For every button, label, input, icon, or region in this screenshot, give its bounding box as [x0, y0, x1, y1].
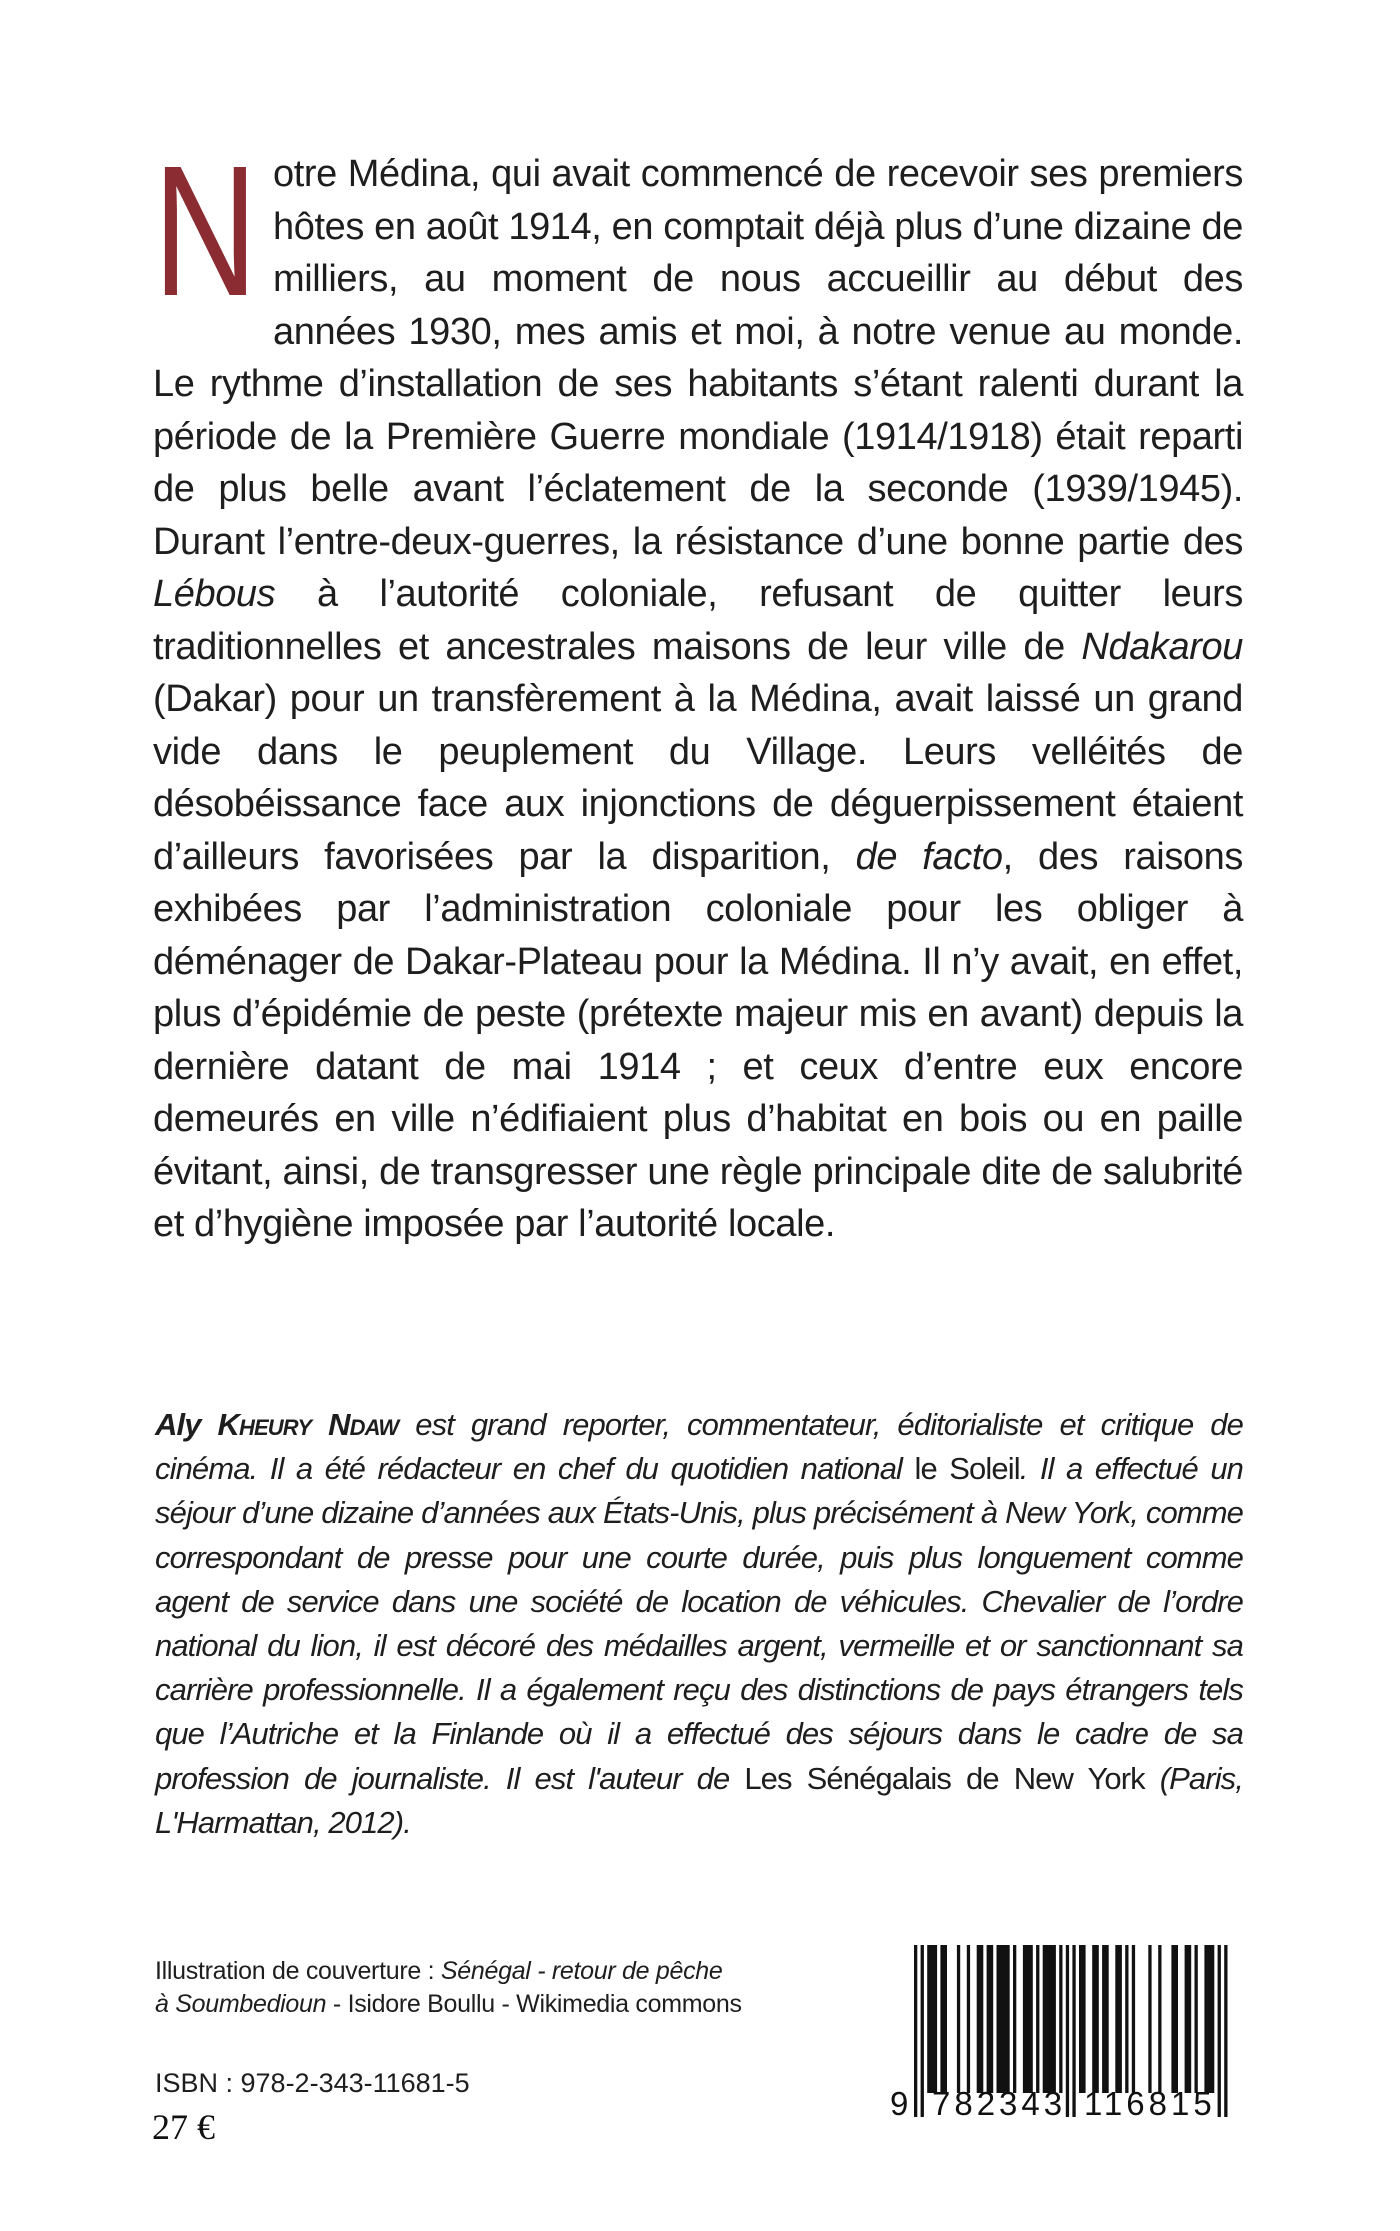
- isbn: ISBN : 978-2-343-11681-5: [155, 2068, 470, 2098]
- barcode-bar: [987, 1945, 994, 2093]
- barcode-bar: [1079, 1945, 1086, 2093]
- artwork-title-cont: à Soumbedioun: [155, 1990, 327, 2018]
- barcode-bar: [1171, 1945, 1178, 2093]
- barcode-bar: [1036, 1945, 1039, 2093]
- excerpt-paragraph: [153, 128, 1243, 1251]
- barcode-lead-digit: 9: [890, 2085, 909, 2122]
- author-name: Aly Kheury Ndaw: [155, 1407, 399, 1442]
- barcode-bar: [967, 1945, 970, 2093]
- barcode-digits: [888, 2085, 1248, 2125]
- barcode-bar: [1102, 1945, 1109, 2093]
- drop-cap: N: [153, 128, 258, 335]
- italic-term-ndakarou: Ndakarou: [1081, 625, 1243, 668]
- barcode-bar: [940, 1945, 947, 2093]
- price: 27 €: [152, 2107, 215, 2147]
- book-title: Les Sénégalais de New York: [744, 1760, 1145, 1796]
- barcode: [888, 1945, 1248, 2125]
- barcode-bar: [1125, 1945, 1128, 2093]
- barcode-bar: [1013, 1945, 1016, 2093]
- author-bio: Aly Kheury Ndaw est grand reporter, commentateur, éditorialiste et critique de cinéma. Il a été rédacteur en chef du quotidien national le Soleil. Il a effectué un séjour d’une dizaine d’années aux États-Unis, plus précisément à New York, comme correspondant de presse pour une courte durée, puis plus longuement comme agent de service dans une société de location de véhicules. Chevalier de l’ordre national du lion, il est décoré des médailles argent, vermeille et or sanctionnant sa carrière professionnelle. Il a également reçu des distinctions de pays étrangers tels que l’Autriche et la Finlande où il a effectué des séjours dans le cadre de sa profession de journaliste. Il est l'auteur de Les Sénégalais de New York (Paris, L'Harmattan, 2012).: [155, 1407, 1244, 1840]
- barcode-bar: [1185, 1945, 1192, 2093]
- barcode-bar: [927, 1945, 937, 2093]
- barcode-bar: [1132, 1945, 1135, 2093]
- italic-term-lebous: Lébous: [153, 573, 276, 615]
- cover-illustration-credit: Illustration de couverture : Sénégal - retour de pêche à Soumbedioun - Isidore Boullu - Wikimedia commons: [155, 1957, 742, 2018]
- barcode-bar: [1158, 1945, 1161, 2093]
- newspaper-name: le Soleil: [914, 1451, 1020, 1487]
- barcode-right-group: 116815: [1084, 2085, 1216, 2122]
- barcode-bar: [1043, 1945, 1056, 2093]
- barcode-bar: [1023, 1945, 1033, 2093]
- barcode-bar: [1195, 1945, 1198, 2093]
- artwork-title: Sénégal - retour de pêche: [440, 1957, 723, 1985]
- barcode-bar: [1092, 1945, 1099, 2093]
- barcode-bar: [957, 1945, 960, 2093]
- barcode-bar: [997, 1945, 1010, 2093]
- barcode-bar: [1204, 1945, 1214, 2093]
- barcode-bar: [1148, 1945, 1151, 2093]
- italic-term-de-facto: de facto: [855, 835, 1003, 878]
- barcode-left-group: 782343: [932, 2085, 1067, 2122]
- barcode-bar: [977, 1945, 984, 2093]
- barcode-bar: [1059, 1945, 1062, 2093]
- excerpt-text: otre Médina, qui avait commencé de recevoir ses premiers hôtes en août 1914, en comptait déjà plus d’une dizaine de milliers, au moment de nous accueillir au début des années 1930, mes amis et moi, à notre venue au monde. Le rythme d’installation de ses habitants s’étant ralenti durant la période de la Première Guerre mondiale (1914/1918) était reparti de plus belle avant l’éclatement de la seconde (1939/1945). Durant l’entre-deux-guerres, la résistance d’une bonne partie des Lébous à l’autorité coloniale, refusant de quitter leurs traditionnelles et ancestrales maisons de leur ville de Ndakarou (Dakar) pour un transfèrement à la Médina, avait laissé un grand vide dans le peuplement du Village. Leurs velléités de désobéissance face aux injonctions de déguerpissement étaient d’ailleurs favorisées par la disparition, de facto, des raisons exhibées par l’administration coloniale pour les obliger à déménager de Dakar-Plateau pour la Médina. Il n’y avait, en effet, plus d’épidémie de peste (prétexte majeur mis en avant) depuis la dernière datant de mai 1914 ; et ceux d’entre eux encore demeurés en ville n’édifiaient plus d’habitat en bois ou en paille évitant, ainsi, de transgresser une règle principale dite de salubrité et d’hygiène imposée par l’autorité locale.: [153, 153, 1243, 1245]
- barcode-bar: [1115, 1945, 1122, 2093]
